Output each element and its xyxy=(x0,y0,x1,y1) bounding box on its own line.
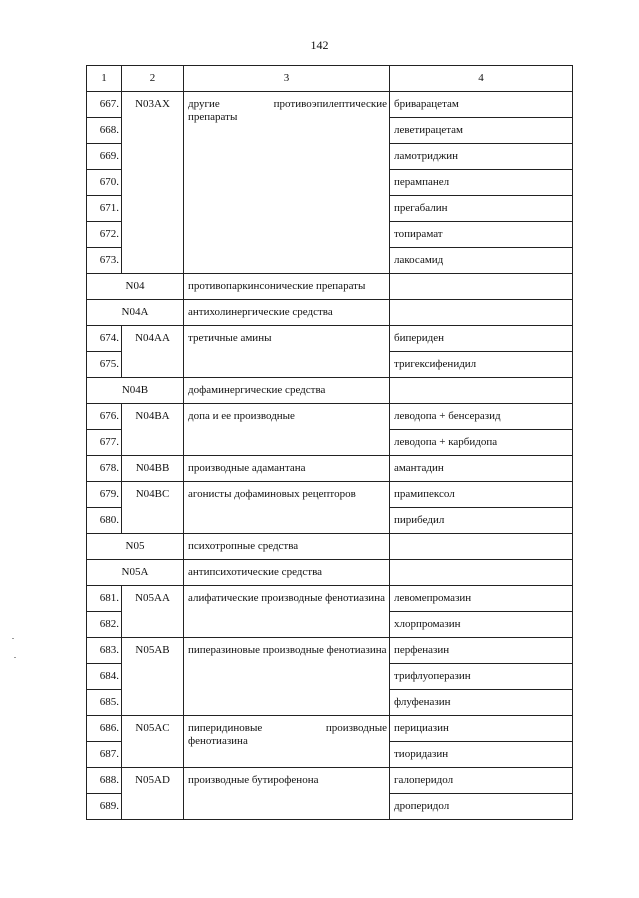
header-col-4: 4 xyxy=(390,66,573,92)
table-row xyxy=(87,92,573,118)
drug-name: перфеназин xyxy=(390,638,573,664)
group-code: N05A xyxy=(87,560,184,586)
group-row xyxy=(87,300,573,326)
atc-description: агонисты дофаминовых рецепторов xyxy=(184,482,390,534)
scan-speck xyxy=(14,657,16,658)
row-number: 676. xyxy=(87,404,122,430)
row-number: 685. xyxy=(87,690,122,716)
drug-name: прамипексол xyxy=(390,482,573,508)
row-number: 680. xyxy=(87,508,122,534)
row-number: 682. xyxy=(87,612,122,638)
table-row xyxy=(87,638,573,664)
atc-code: N05AD xyxy=(122,768,184,820)
drug-name: бипериден xyxy=(390,326,573,352)
row-number: 673. xyxy=(87,248,122,274)
drug-name: трифлуоперазин xyxy=(390,664,573,690)
group-row xyxy=(87,378,573,404)
table-row xyxy=(87,768,573,794)
header-col-3: 3 xyxy=(184,66,390,92)
group-description: антихолинергические средства xyxy=(184,300,390,326)
row-number: 670. xyxy=(87,170,122,196)
drug-name: прегабалин xyxy=(390,196,573,222)
drug-name: топирамат xyxy=(390,222,573,248)
row-number: 687. xyxy=(87,742,122,768)
atc-description: производные бутирофенона xyxy=(184,768,390,820)
drug-name: перампанел xyxy=(390,170,573,196)
row-number: 667. xyxy=(87,92,122,118)
atc-description: пиперидиновые производные фенотиазина xyxy=(184,716,390,768)
group-description: дофаминергические средства xyxy=(184,378,390,404)
atc-code: N05AC xyxy=(122,716,184,768)
row-number: 675. xyxy=(87,352,122,378)
scan-speck xyxy=(12,638,14,639)
group-code: N04A xyxy=(87,300,184,326)
drug-name: хлорпромазин xyxy=(390,612,573,638)
row-number: 684. xyxy=(87,664,122,690)
header-col-1: 1 xyxy=(87,66,122,92)
atc-description: пиперазиновые производные фенотиазина xyxy=(184,638,390,716)
drug-name: леводопа + бенсеразид xyxy=(390,404,573,430)
empty-drug-cell xyxy=(390,300,573,326)
group-description: противопаркинсонические препараты xyxy=(184,274,390,300)
drug-name: ламотриджин xyxy=(390,144,573,170)
group-row xyxy=(87,534,573,560)
atc-code: N05AB xyxy=(122,638,184,716)
drug-name: бриварацетам xyxy=(390,92,573,118)
row-number: 683. xyxy=(87,638,122,664)
drug-name: леводопа + карбидопа xyxy=(390,430,573,456)
group-row xyxy=(87,560,573,586)
table-row xyxy=(87,716,573,742)
drug-classification-table xyxy=(86,65,573,820)
row-number: 677. xyxy=(87,430,122,456)
atc-code: N04BC xyxy=(122,482,184,534)
row-number: 688. xyxy=(87,768,122,794)
drug-name: флуфеназин xyxy=(390,690,573,716)
header-col-2: 2 xyxy=(122,66,184,92)
group-code: N05 xyxy=(87,534,184,560)
drug-name: галоперидол xyxy=(390,768,573,794)
atc-code: N04AA xyxy=(122,326,184,378)
drug-name: тригексифенидил xyxy=(390,352,573,378)
drug-name: пирибедил xyxy=(390,508,573,534)
atc-code: N04BA xyxy=(122,404,184,456)
atc-description: третичные амины xyxy=(184,326,390,378)
atc-code: N04BB xyxy=(122,456,184,482)
atc-code: N03AX xyxy=(122,92,184,274)
table-header-row xyxy=(87,66,573,92)
group-code: N04 xyxy=(87,274,184,300)
drug-name: перициазин xyxy=(390,716,573,742)
group-description: антипсихотические средства xyxy=(184,560,390,586)
empty-drug-cell xyxy=(390,274,573,300)
row-number: 674. xyxy=(87,326,122,352)
row-number: 689. xyxy=(87,794,122,820)
table-row xyxy=(87,482,573,508)
atc-code: N05AA xyxy=(122,586,184,638)
drug-name: амантадин xyxy=(390,456,573,482)
row-number: 681. xyxy=(87,586,122,612)
table-row xyxy=(87,404,573,430)
drug-name: дроперидол xyxy=(390,794,573,820)
empty-drug-cell xyxy=(390,378,573,404)
drug-name: левомепромазин xyxy=(390,586,573,612)
row-number: 679. xyxy=(87,482,122,508)
drug-name: леветирацетам xyxy=(390,118,573,144)
group-description: психотропные средства xyxy=(184,534,390,560)
group-code: N04B xyxy=(87,378,184,404)
table-row xyxy=(87,586,573,612)
drug-name: лакосамид xyxy=(390,248,573,274)
row-number: 668. xyxy=(87,118,122,144)
drug-name: тиоридазин xyxy=(390,742,573,768)
table-row xyxy=(87,326,573,352)
atc-description: другие противоэпилептические препараты xyxy=(184,92,390,274)
atc-description: алифатические производные фенотиазина xyxy=(184,586,390,638)
row-number: 686. xyxy=(87,716,122,742)
table-row xyxy=(87,456,573,482)
empty-drug-cell xyxy=(390,560,573,586)
empty-drug-cell xyxy=(390,534,573,560)
page-number: 142 xyxy=(310,38,329,52)
row-number: 669. xyxy=(87,144,122,170)
group-row xyxy=(87,274,573,300)
row-number: 678. xyxy=(87,456,122,482)
atc-description: допа и ее производные xyxy=(184,404,390,456)
row-number: 672. xyxy=(87,222,122,248)
atc-description: производные адамантана xyxy=(184,456,390,482)
row-number: 671. xyxy=(87,196,122,222)
